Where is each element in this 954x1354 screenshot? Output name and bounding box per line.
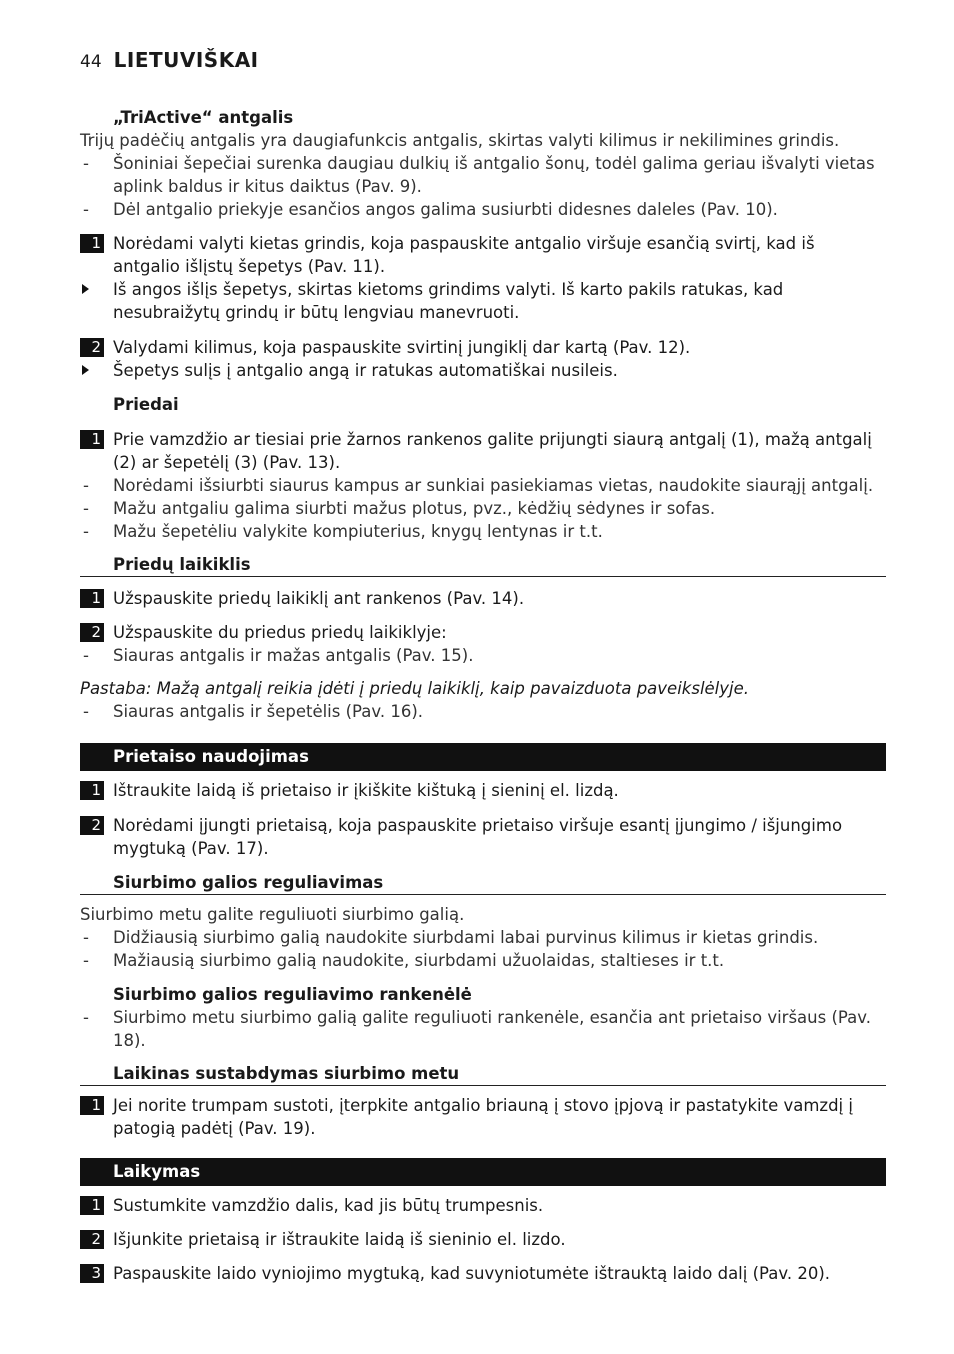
step-number: 3 bbox=[80, 1264, 104, 1283]
list-item: - Siurbimo metu siurbimo galią galite reguliuoti rankenėle, esančia ant prietaiso viršaus (Pav. 18). bbox=[80, 1006, 886, 1052]
step-number: 1 bbox=[80, 589, 104, 608]
section-title-triactive: „TriActive“ antgalis bbox=[113, 108, 294, 127]
step-item bbox=[80, 336, 886, 359]
step-text: Norėdami įjungti prietaisą, koja paspauskite prietaiso viršuje esantį įjungimo / išjungimo mygtuką (Pav. 17). bbox=[113, 816, 843, 858]
step-item bbox=[80, 779, 886, 802]
list-item: - Siauras antgalis ir mažas antgalis (Pav. 15). bbox=[80, 644, 886, 667]
section-title-accessories: Priedai bbox=[113, 395, 179, 414]
suction-title-text: Siurbimo galios reguliavimas bbox=[113, 873, 384, 892]
step-text: Užspauskite du priedus priedų laikiklyje: bbox=[113, 623, 447, 642]
holder-title-text: Priedų laikiklis bbox=[113, 555, 251, 574]
page-number: 44 bbox=[80, 52, 102, 72]
step-item bbox=[80, 814, 886, 860]
step-number: 1 bbox=[80, 1196, 104, 1215]
step-number: 1 bbox=[80, 781, 104, 800]
step-item bbox=[80, 621, 886, 644]
step-number: 2 bbox=[80, 816, 104, 835]
result-item: Šepetys sulįs į antgalio angą ir ratukas automatiškai nusileis. bbox=[80, 359, 886, 382]
step-text: Prie vamzdžio ar tiesiai prie žarnos rankenos galite prijungti siaurą antgalį (1), mažą antgalį (2) ar šepetėlį (3) (Pav. 13). bbox=[113, 430, 872, 472]
step-number: 2 bbox=[80, 338, 104, 357]
step-text: Paspauskite laido vyniojimo mygtuką, kad suvyniotumėte ištrauktą laido dalį (Pav. 20). bbox=[113, 1264, 831, 1283]
section-title-knob: Siurbimo galios reguliavimo rankenėlė bbox=[113, 985, 472, 1004]
list-item: - Didžiausią siurbimo galią naudokite siurbdami labai purvinus kilimus ir kietas grindis. bbox=[80, 926, 886, 949]
step-item bbox=[80, 1228, 886, 1251]
list-item: - Mažu antgaliu galima siurbti mažus plotus, pvz., kėdžių sėdynes ir sofas. bbox=[80, 497, 886, 520]
step-text: Jei norite trumpam sustoti, įterpkite antgalio briauną į stovo įpjovą ir pastatykite vamzdį į patogią padėtį (Pav. 19). bbox=[113, 1096, 853, 1138]
step-number: 2 bbox=[80, 623, 104, 642]
step-number: 1 bbox=[80, 430, 104, 449]
list-item: - Mažiausią siurbimo galią naudokite, siurbdami užuolaidas, staltieses ir t.t. bbox=[80, 949, 886, 972]
page-header bbox=[80, 48, 259, 72]
step-item bbox=[80, 1094, 886, 1140]
step-text: Valydami kilimus, koja paspauskite svirtinį jungiklį dar kartą (Pav. 12). bbox=[113, 338, 691, 357]
step-text: Norėdami valyti kietas grindis, koja paspauskite antgalio viršuje esančią svirtį, kad iš antgalio išlįstų šepetys (Pav. 11). bbox=[113, 234, 815, 276]
step-text: Sustumkite vamzdžio dalis, kad jis būtų trumpesnis. bbox=[113, 1196, 544, 1215]
step-item bbox=[80, 428, 886, 474]
list-item: - Norėdami išsiurbti siaurus kampus ar sunkiai pasiekiamas vietas, naudokite siaurąjį antgalį. bbox=[80, 474, 886, 497]
note-text: Pastaba: Mažą antgalį reikia įdėti į priedų laikiklį, kaip pavaizduota paveikslėlyje. bbox=[80, 679, 750, 698]
page-content bbox=[80, 106, 886, 1285]
list-item: - Dėl antgalio priekyje esančios angos galima susiurbti didesnes daleles (Pav. 10). bbox=[80, 198, 886, 221]
pause-title-text: Laikinas sustabdymas siurbimo metu bbox=[113, 1064, 460, 1083]
section-title-holder bbox=[80, 553, 886, 577]
step-text: Išjunkite prietaisą ir ištraukite laidą iš sieninio el. lizdo. bbox=[113, 1230, 566, 1249]
list-item: - Siauras antgalis ir šepetėlis (Pav. 16). bbox=[80, 700, 886, 723]
step-text: Ištraukite laidą iš prietaiso ir įkiškite kištuką į sieninį el. lizdą. bbox=[113, 781, 619, 800]
section-title-suction bbox=[80, 871, 886, 895]
step-item bbox=[80, 1262, 886, 1285]
list-item: - Mažu šepetėliu valykite kompiuterius, knygų lentynas ir t.t. bbox=[80, 520, 886, 543]
step-number: 2 bbox=[80, 1230, 104, 1249]
language-title: LIETUVIŠKAI bbox=[113, 48, 259, 72]
section-banner-usage: Prietaiso naudojimas bbox=[80, 743, 886, 771]
step-item bbox=[80, 587, 886, 610]
list-item: - Šoniniai šepečiai surenka daugiau dulkių iš antgalio šonų, todėl galima geriau išvalyti vietas aplink baldus ir kitus daiktus (Pav. 9). bbox=[80, 152, 886, 198]
section-title-pause bbox=[80, 1062, 886, 1086]
step-number: 1 bbox=[80, 1096, 104, 1115]
suction-intro: Siurbimo metu galite reguliuoti siurbimo galią. bbox=[80, 905, 465, 924]
step-item bbox=[80, 1194, 886, 1217]
step-number: 1 bbox=[80, 234, 104, 253]
step-text: Užspauskite priedų laikiklį ant rankenos (Pav. 14). bbox=[113, 589, 525, 608]
triactive-intro: Trijų padėčių antgalis yra daugiafunkcis antgalis, skirtas valyti kilimus ir nekilimines grindis. bbox=[80, 131, 840, 150]
result-item: Iš angos išlįs šepetys, skirtas kietoms grindims valyti. Iš karto pakils ratukas, kad nesubraižytų grindų ir būtų lengviau manevruoti. bbox=[80, 278, 886, 324]
step-item bbox=[80, 232, 886, 278]
section-banner-storage: Laikymas bbox=[80, 1158, 886, 1186]
